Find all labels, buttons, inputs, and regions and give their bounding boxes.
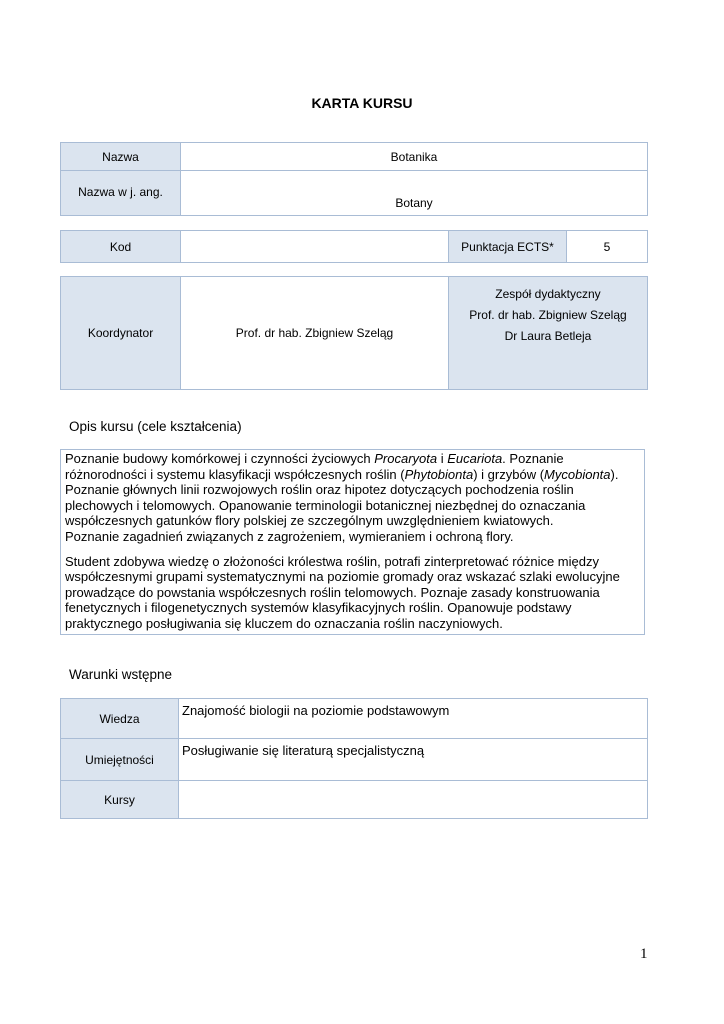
code-ects-table <box>60 230 648 263</box>
skills-label: Umiejętności <box>61 739 179 781</box>
ects-value: 5 <box>567 231 648 263</box>
coordinator-value: Prof. dr hab. Zbigniew Szeląg <box>181 277 449 390</box>
page-number: 1 <box>640 946 648 962</box>
teaching-team <box>449 277 648 390</box>
name-en-value: Botany <box>181 171 648 216</box>
coordinator-label: Koordynator <box>61 277 181 390</box>
prerequisites-table <box>60 698 648 819</box>
description-heading: Opis kursu (cele kształcenia) <box>69 419 242 434</box>
page-title: KARTA KURSU <box>311 95 413 111</box>
course-name-table <box>60 142 648 216</box>
coordinator-table <box>60 276 648 390</box>
course-description <box>60 449 645 635</box>
courses-value <box>179 781 648 819</box>
name-label: Nazwa <box>61 143 181 171</box>
description-paragraph-2: Student zdobywa wiedzę o złożoności królestwa roślin, potrafi zinterpretować różnice między współczesnymi grupami systematycznymi na poziomie gromady oraz wskazać szlaki ewolucyjne prowadzące do powstania współczesnych roślin telomowych. Poznaje zasady konstruowania fenetycznych i filogenetycznych systemów klasyfikacyjnych roślin. Opanowuje podstawy praktycznego posługiwania się kluczem do oznaczania roślin naczyniowych. <box>65 553 620 631</box>
skills-value: Posługiwanie się literaturą specjalistyczną <box>179 739 648 781</box>
team-member: Dr Laura Betleja <box>504 329 592 343</box>
description-paragraph-1: Poznanie budowy komórkowej i czynności życiowych Procaryota i Eucariota. Poznanie różnorodności i systemu klasyfikacji współczesnych roślin (Phytobionta) i grzybów (Mycobionta). Poznanie głównych linii rozwojowych roślin oraz hipotez dotyczących pochodzenia roślin plechowych i telomowych. Opanowanie terminologii botanicznej niezbędnej do oznaczania współczesnych gatunków flory polskiej ze szczególnym uwzględnieniem kwiatowych. Poznanie zagadnień związanych z zagrożeniem, wymieraniem i ochroną flory. <box>65 451 619 544</box>
ects-label: Punktacja ECTS* <box>449 231 567 263</box>
prerequisites-heading: Warunki wstępne <box>69 667 173 682</box>
knowledge-value: Znajomość biologii na poziomie podstawowym <box>179 699 648 739</box>
team-member: Prof. dr hab. Zbigniew Szeląg <box>469 308 627 322</box>
knowledge-label: Wiedza <box>61 699 179 739</box>
courses-label: Kursy <box>61 781 179 819</box>
name-en-label: Nazwa w j. ang. <box>61 171 181 216</box>
name-value: Botanika <box>181 143 648 171</box>
code-value <box>181 231 449 263</box>
code-label: Kod <box>61 231 181 263</box>
team-label: Zespół dydaktyczny <box>495 287 601 301</box>
